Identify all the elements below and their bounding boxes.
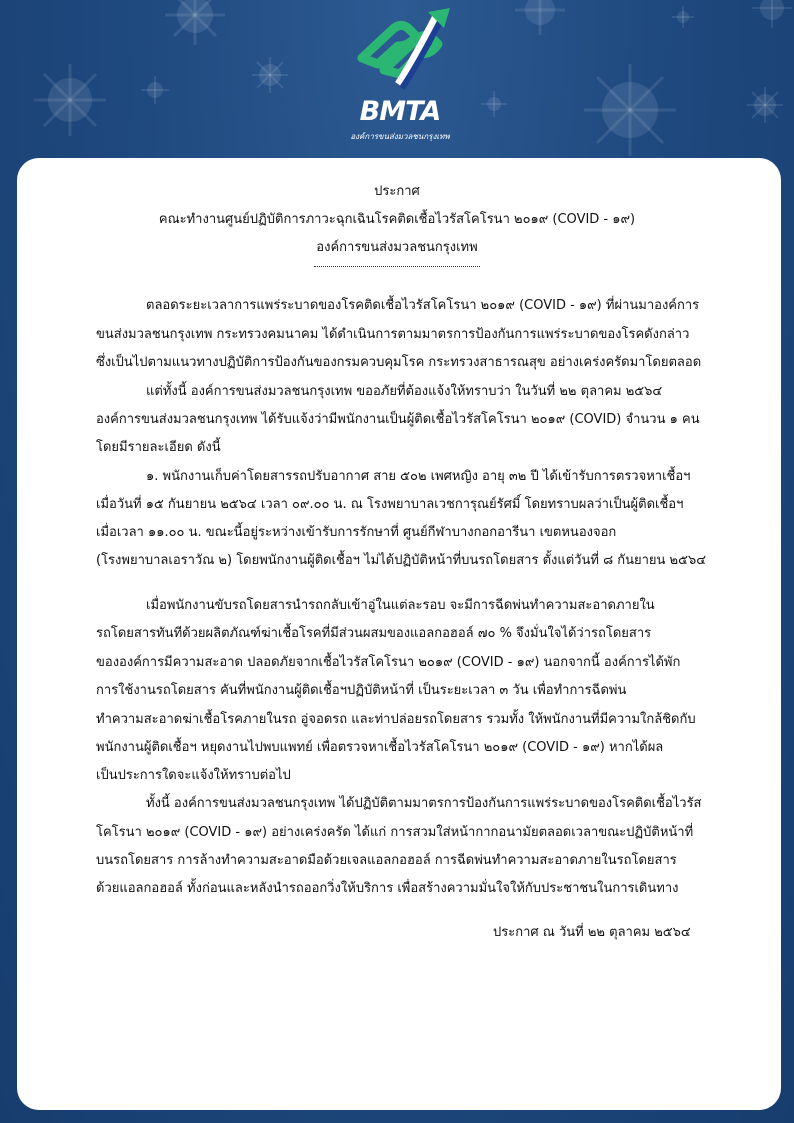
virus-icon <box>140 75 170 105</box>
organization-name: องค์การขนส่งมวลชนกรุงเทพ <box>316 240 478 255</box>
body-line: บนรถโดยสาร การล้างทำความสะอาดมือด้วยเจลแอลกอฮอล์ การฉีดพ่นทำความสะอาดภายในรถโดยสาร <box>96 853 677 868</box>
body-line: พนักงานผู้ติดเชื้อฯ หยุดงานไปพบแพทย์ เพื่อตรวจหาเชื้อไวรัสโคโรนา ๒๐๑๙ (COVID - ๑๙) หากได้ผล <box>96 740 664 755</box>
body-line: ตลอดระยะเวลาการแพร่ระบาดของโรคติดเชื้อไวรัสโคโรนา ๒๐๑๙ (COVID - ๑๙) ที่ผ่านมาองค์การ <box>146 298 700 313</box>
body-line: เมื่อวันที่ ๑๕ กันยายน ๒๕๖๔ เวลา ๐๙.๐๐ น. ณ โรงพยาบาลเวชการุณย์รัศมิ์ โดยทราบผลว่าเป็นผู้ติดเชื้อฯ <box>96 497 684 512</box>
virus-icon <box>672 6 694 28</box>
body-line: โคโรนา ๒๐๑๙ (COVID - ๑๙) อย่างเคร่งครัด ได้แก่ การสวมใส่หน้ากากอนามัยตลอดเวลาขณะปฏิบัติหน้าที่ <box>96 825 694 840</box>
body-line: เมื่อพนักงานขับรถโดยสารนำรถกลับเข้าอู่ในแต่ละรอบ จะมีการฉีดพ่นทำความสะอาดภายใน <box>146 598 655 613</box>
body-line: เป็นประการใดจะแจ้งให้ทราบต่อไป <box>96 768 291 783</box>
logo-emblem-icon <box>340 6 460 98</box>
body-line: ขององค์การมีความสะอาด ปลอดภัยจากเชื้อไวรัสโคโรนา ๒๐๑๙ (COVID - ๑๙) นอกจากนี้ องค์การได้พัก <box>96 655 681 670</box>
announcement-label: ประกาศ <box>374 184 420 199</box>
logo-brand: BMTA <box>359 96 441 127</box>
body-line: ซึ่งเป็นไปตามแนวทางปฏิบัติการป้องกันของกรมควบคุมโรค กระทรวงสาธารณสุข อย่างเคร่งครัดมาโดยตลอด <box>96 355 702 370</box>
virus-icon <box>745 85 785 125</box>
virus-icon <box>510 0 570 40</box>
body-line: องค์การขนส่งมวลชนกรุงเทพ ได้รับแจ้งว่ามีพนักงานเป็นผู้ติดเชื้อไวรัสโคโรนา ๒๐๑๙ (COVID) จำนวน ๑ คน <box>96 412 700 427</box>
body-line: โดยมีรายละเอียด ดังนี้ <box>96 440 221 455</box>
virus-icon <box>580 60 680 160</box>
body-line: การใช้งานรถโดยสาร คันที่พนักงานผู้ติดเชื้อฯปฏิบัติหน้าที่ เป็นระยะเวลา ๓ วัน เพื่อทำการฉีดพ่น <box>96 683 627 698</box>
body-line: ขนส่งมวลชนกรุงเทพ กระทรวงคมนาคม ได้ดำเนินการตามมาตรการป้องกันการแพร่ระบาดของโรคดังกล่าว <box>96 327 690 342</box>
body-line: แต่ทั้งนี้ องค์การขนส่งมวลชนกรุงเทพ ขออภัยที่ต้องแจ้งให้ทราบว่า ในวันที่ ๒๒ ตุลาคม ๒๕๖๔ <box>146 384 663 399</box>
virus-icon <box>160 0 230 50</box>
announcement-title: คณะทำงานศูนย์ปฏิบัติการภาวะฉุกเฉินโรคติดเชื้อไวรัสโคโรนา ๒๐๑๙ (COVID - ๑๙) <box>158 212 636 227</box>
virus-icon <box>250 55 290 95</box>
bmta-logo <box>340 6 460 146</box>
body-line: ด้วยแอลกอฮอล์ ทั้งก่อนและหลังนำรถออกวิ่งให้บริการ เพื่อสร้างความมั่นใจให้กับประชาชนในการเดินทาง <box>96 881 679 896</box>
body-line: ๑. พนักงานเก็บค่าโดยสารรถปรับอากาศ สาย ๕๐๒ เพศหญิง อายุ ๓๒ ปี ได้เข้ารับการตรวจหาเชื้อฯ <box>146 469 691 484</box>
logo-subtitle: องค์การขนส่งมวลชนกรุงเทพ <box>350 132 450 141</box>
body-line: รถโดยสารทันทีด้วยผลิตภัณฑ์ฆ่าเชื้อโรคที่มีส่วนผสมของแอลกอฮอล์ ๗๐ % จึงมั่นใจได้ว่ารถโดยสาร <box>96 626 652 641</box>
virus-icon <box>30 60 110 140</box>
separator-dots <box>314 266 480 267</box>
announcement-date: ประกาศ ณ วันที่ ๒๒ ตุลาคม ๒๕๖๔ <box>493 925 691 940</box>
body-line: (โรงพยาบาลเอราวัณ ๒) โดยพนักงานผู้ติดเชื้อฯ ไม่ได้ปฏิบัติหน้าที่บนรถโดยสาร ตั้งแต่วันที่ ๘ กันยายน ๒๕๖๔ <box>96 553 707 568</box>
body-line: ทำความสะอาดฆ่าเชื้อโรคภายในรถ อู่จอดรถ และท่าปล่อยรถโดยสาร รวมทั้ง ให้พนักงานที่มีความใกล้ชิดกับ <box>96 712 696 727</box>
body-line: ทั้งนี้ องค์การขนส่งมวลชนกรุงเทพ ได้ปฏิบัติตามมาตรการป้องกันการแพร่ระบาดของโรคติดเชื้อไวรัส <box>146 796 702 811</box>
virus-icon <box>750 0 794 30</box>
body-line: เมื่อเวลา ๑๑.๐๐ น. ขณะนี้อยู่ระหว่างเข้ารับการรักษาที่ ศูนย์กีฬาบางกอกอารีนา เขตหนองจอก <box>96 525 617 540</box>
virus-icon <box>480 90 508 118</box>
